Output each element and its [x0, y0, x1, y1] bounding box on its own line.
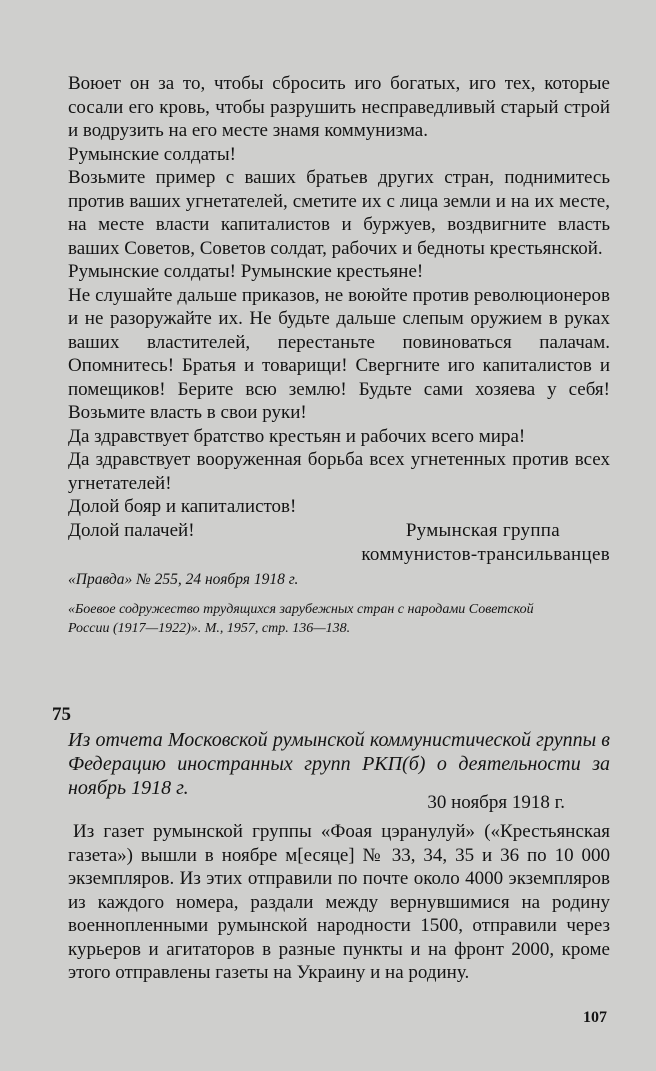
appeal-paragraph-6: Да здравствует братство крестьян и рабочих всего мира!	[68, 425, 526, 447]
appeal-paragraph-8: Долой бояр и капиталистов!	[68, 496, 297, 517]
appeal-paragraph-1: Воюет он за то, чтобы сбросить иго богатых, иго тех, которые сосали его кровь, чтобы разрушить несправедливый старый строй и водрузить на его месте знамя коммунизма.	[68, 73, 610, 141]
document-heading	[68, 728, 610, 800]
appeal-paragraph-9: Долой палачей!	[68, 519, 195, 541]
document-date: 30 ноября 1918 г.	[427, 792, 565, 813]
appeal-paragraph-5: Не слушайте дальше приказов, не воюйте против революционеров и не разоружайте их. Не будьте дальше слепым оружием в руках ваших властителей, перестаньте повиноваться палачам. Опомнитесь! Братья и товарищи! Свергните иго капиталистов и помещиков! Берите всю землю! Будьте сами хозяева у себя! Возьмите власть в свои руки!	[68, 284, 610, 423]
appeal-paragraph-3: Возьмите пример с ваших братьев других стран, поднимитесь против ваших угнетателей, сметите их с лица земли и на их месте, на месте власти капиталистов и буржуев, воздвигните власть ваших Советов, Советов солдат, рабочих и бедноты крестьянской.	[68, 167, 610, 259]
document-body-text: Из газет румынской группы «Фоая цэранулуй» («Крестьянская газета») вышли в ноябре м[есяце] № 33, 34, 35 и 36 по 10 000 экземпляров. Из этих отправили по почте около 4000 экземпляров из каждого номера, раздали между вернувшимися на родину военнопленными румынской народности 1500, отправили через курьеров и агитаторов в разные пункты и на фронт 2000, кроме этого отправлены газеты на Украину и на родину.	[68, 821, 610, 983]
page-number: 107	[583, 1009, 607, 1026]
signature	[68, 519, 610, 566]
appeal-paragraph-2: Румынские солдаты!	[68, 143, 236, 165]
sources	[68, 570, 568, 638]
document-number: 75	[52, 704, 71, 725]
document-date-row	[68, 791, 610, 815]
document-title: Из отчета Московской румынской коммунистической группы в Федерацию иностранных групп РКП(б) о деятельности за ноябрь 1918 г.	[68, 729, 610, 799]
document-body	[68, 820, 610, 985]
signature-line-1: Румынская группа	[405, 520, 560, 541]
signature-line-2: коммунистов-трансильванцев	[361, 543, 610, 565]
appeal-paragraph-4: Румынские солдаты! Румынские крестьяне!	[68, 261, 424, 282]
source-citation-1: «Правда» № 255, 24 ноября 1918 г.	[68, 571, 299, 588]
source-citation-2: «Боевое содружество трудящихся зарубежных стран с народами Советской России (1917—1922)». М., 1957, стр. 136—138.	[68, 602, 534, 636]
appeal-text	[68, 72, 610, 542]
appeal-paragraph-7: Да здравствует вооруженная борьба всех угнетенных против всех угнетателей!	[68, 449, 610, 494]
